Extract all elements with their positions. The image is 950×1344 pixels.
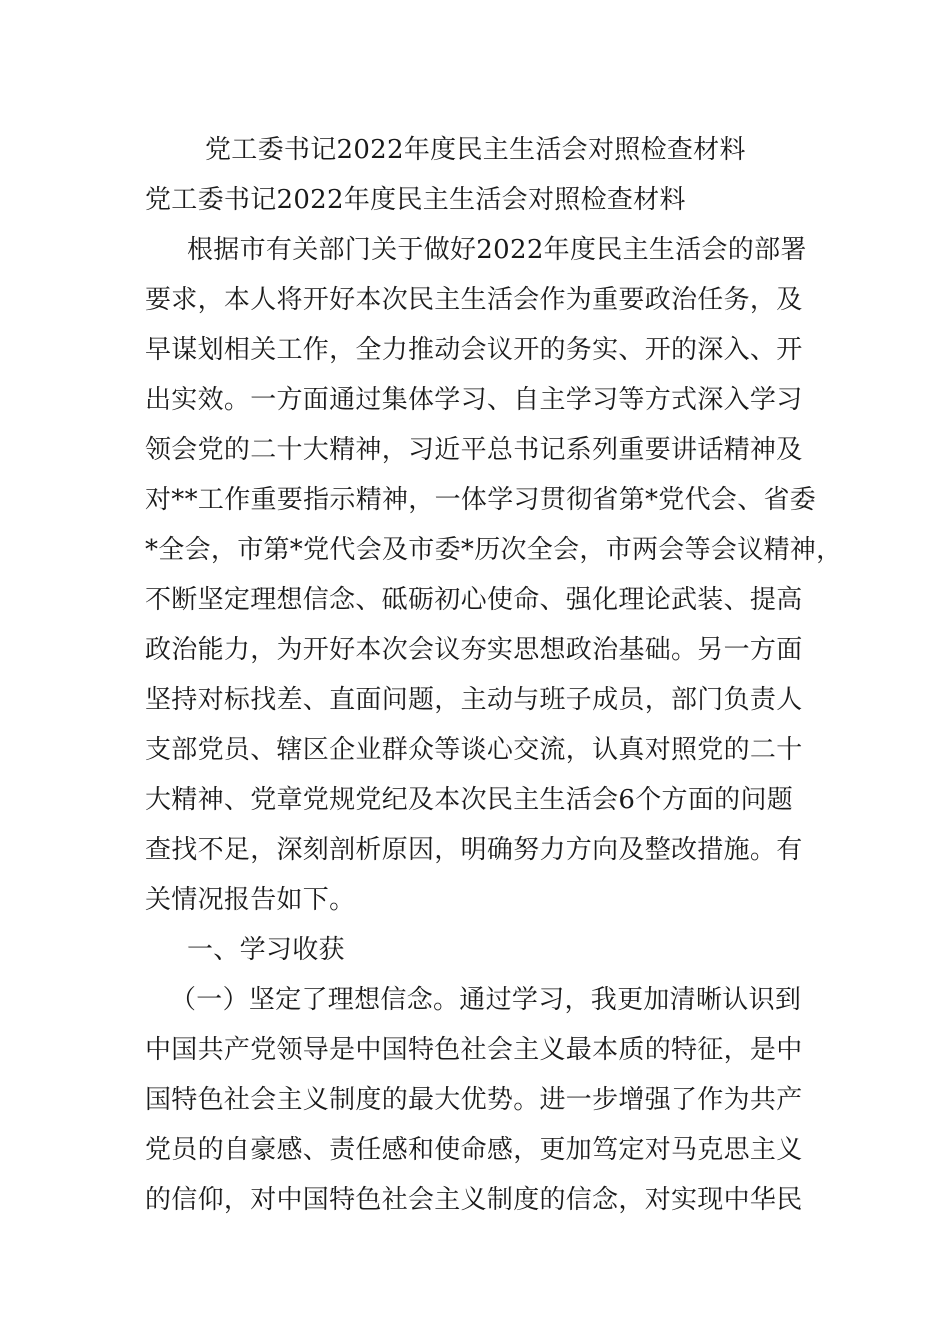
paragraph-line: 国特色社会主义制度的最大优势。进一步增强了作为共产	[145, 1085, 803, 1115]
paragraph-line: 不断坚定理想信念、砥砺初心使命、强化理论武装、提高	[145, 585, 803, 615]
paragraph-line: 根据市有关部门关于做好2022年度民主生活会的部署	[187, 235, 807, 265]
paragraph-line: 要求，本人将开好本次民主生活会作为重要政治任务，及	[145, 285, 803, 315]
paragraph-line: 政治能力，为开好本次会议夯实思想政治基础。另一方面	[145, 635, 803, 665]
paragraph-line: 查找不足，深刻剖析原因，明确努力方向及整改措施。有	[145, 835, 803, 865]
paragraph-line: 中国共产党领导是中国特色社会主义最本质的特征，是中	[145, 1035, 803, 1065]
paragraph-line: 关情况报告如下。	[145, 885, 356, 915]
paragraph-line: （一）坚定了理想信念。通过学习，我更加清晰认识到	[170, 985, 802, 1015]
document-title: 党工委书记2022年度民主生活会对照检查材料	[205, 135, 746, 165]
paragraph-line: 出实效。一方面通过集体学习、自主学习等方式深入学习	[145, 385, 803, 415]
paragraph-line: 早谋划相关工作，全力推动会议开的务实、开的深入、开	[145, 335, 803, 365]
paragraph-line: 的信仰，对中国特色社会主义制度的信念，对实现中华民	[145, 1185, 803, 1215]
paragraph-line: *全会，市第*党代会及市委*历次全会，市两会等会议精神，	[145, 535, 843, 565]
paragraph-line: 领会党的二十大精神，习近平总书记系列重要讲话精神及	[145, 435, 803, 465]
document-subtitle: 党工委书记2022年度民主生活会对照检查材料	[145, 185, 686, 215]
paragraph-line: 坚持对标找差、直面问题，主动与班子成员，部门负责人	[145, 685, 803, 715]
paragraph-line: 大精神、党章党规党纪及本次民主生活会6个方面的问题	[145, 785, 794, 815]
paragraph-line: 支部党员、辖区企业群众等谈心交流，认真对照党的二十	[145, 735, 803, 765]
section-heading: 一、学习收获	[187, 935, 345, 965]
paragraph-line: 党员的自豪感、责任感和使命感，更加笃定对马克思主义	[145, 1135, 803, 1165]
paragraph-line: 对**工作重要指示精神，一体学习贯彻省第*党代会、省委	[145, 485, 817, 515]
